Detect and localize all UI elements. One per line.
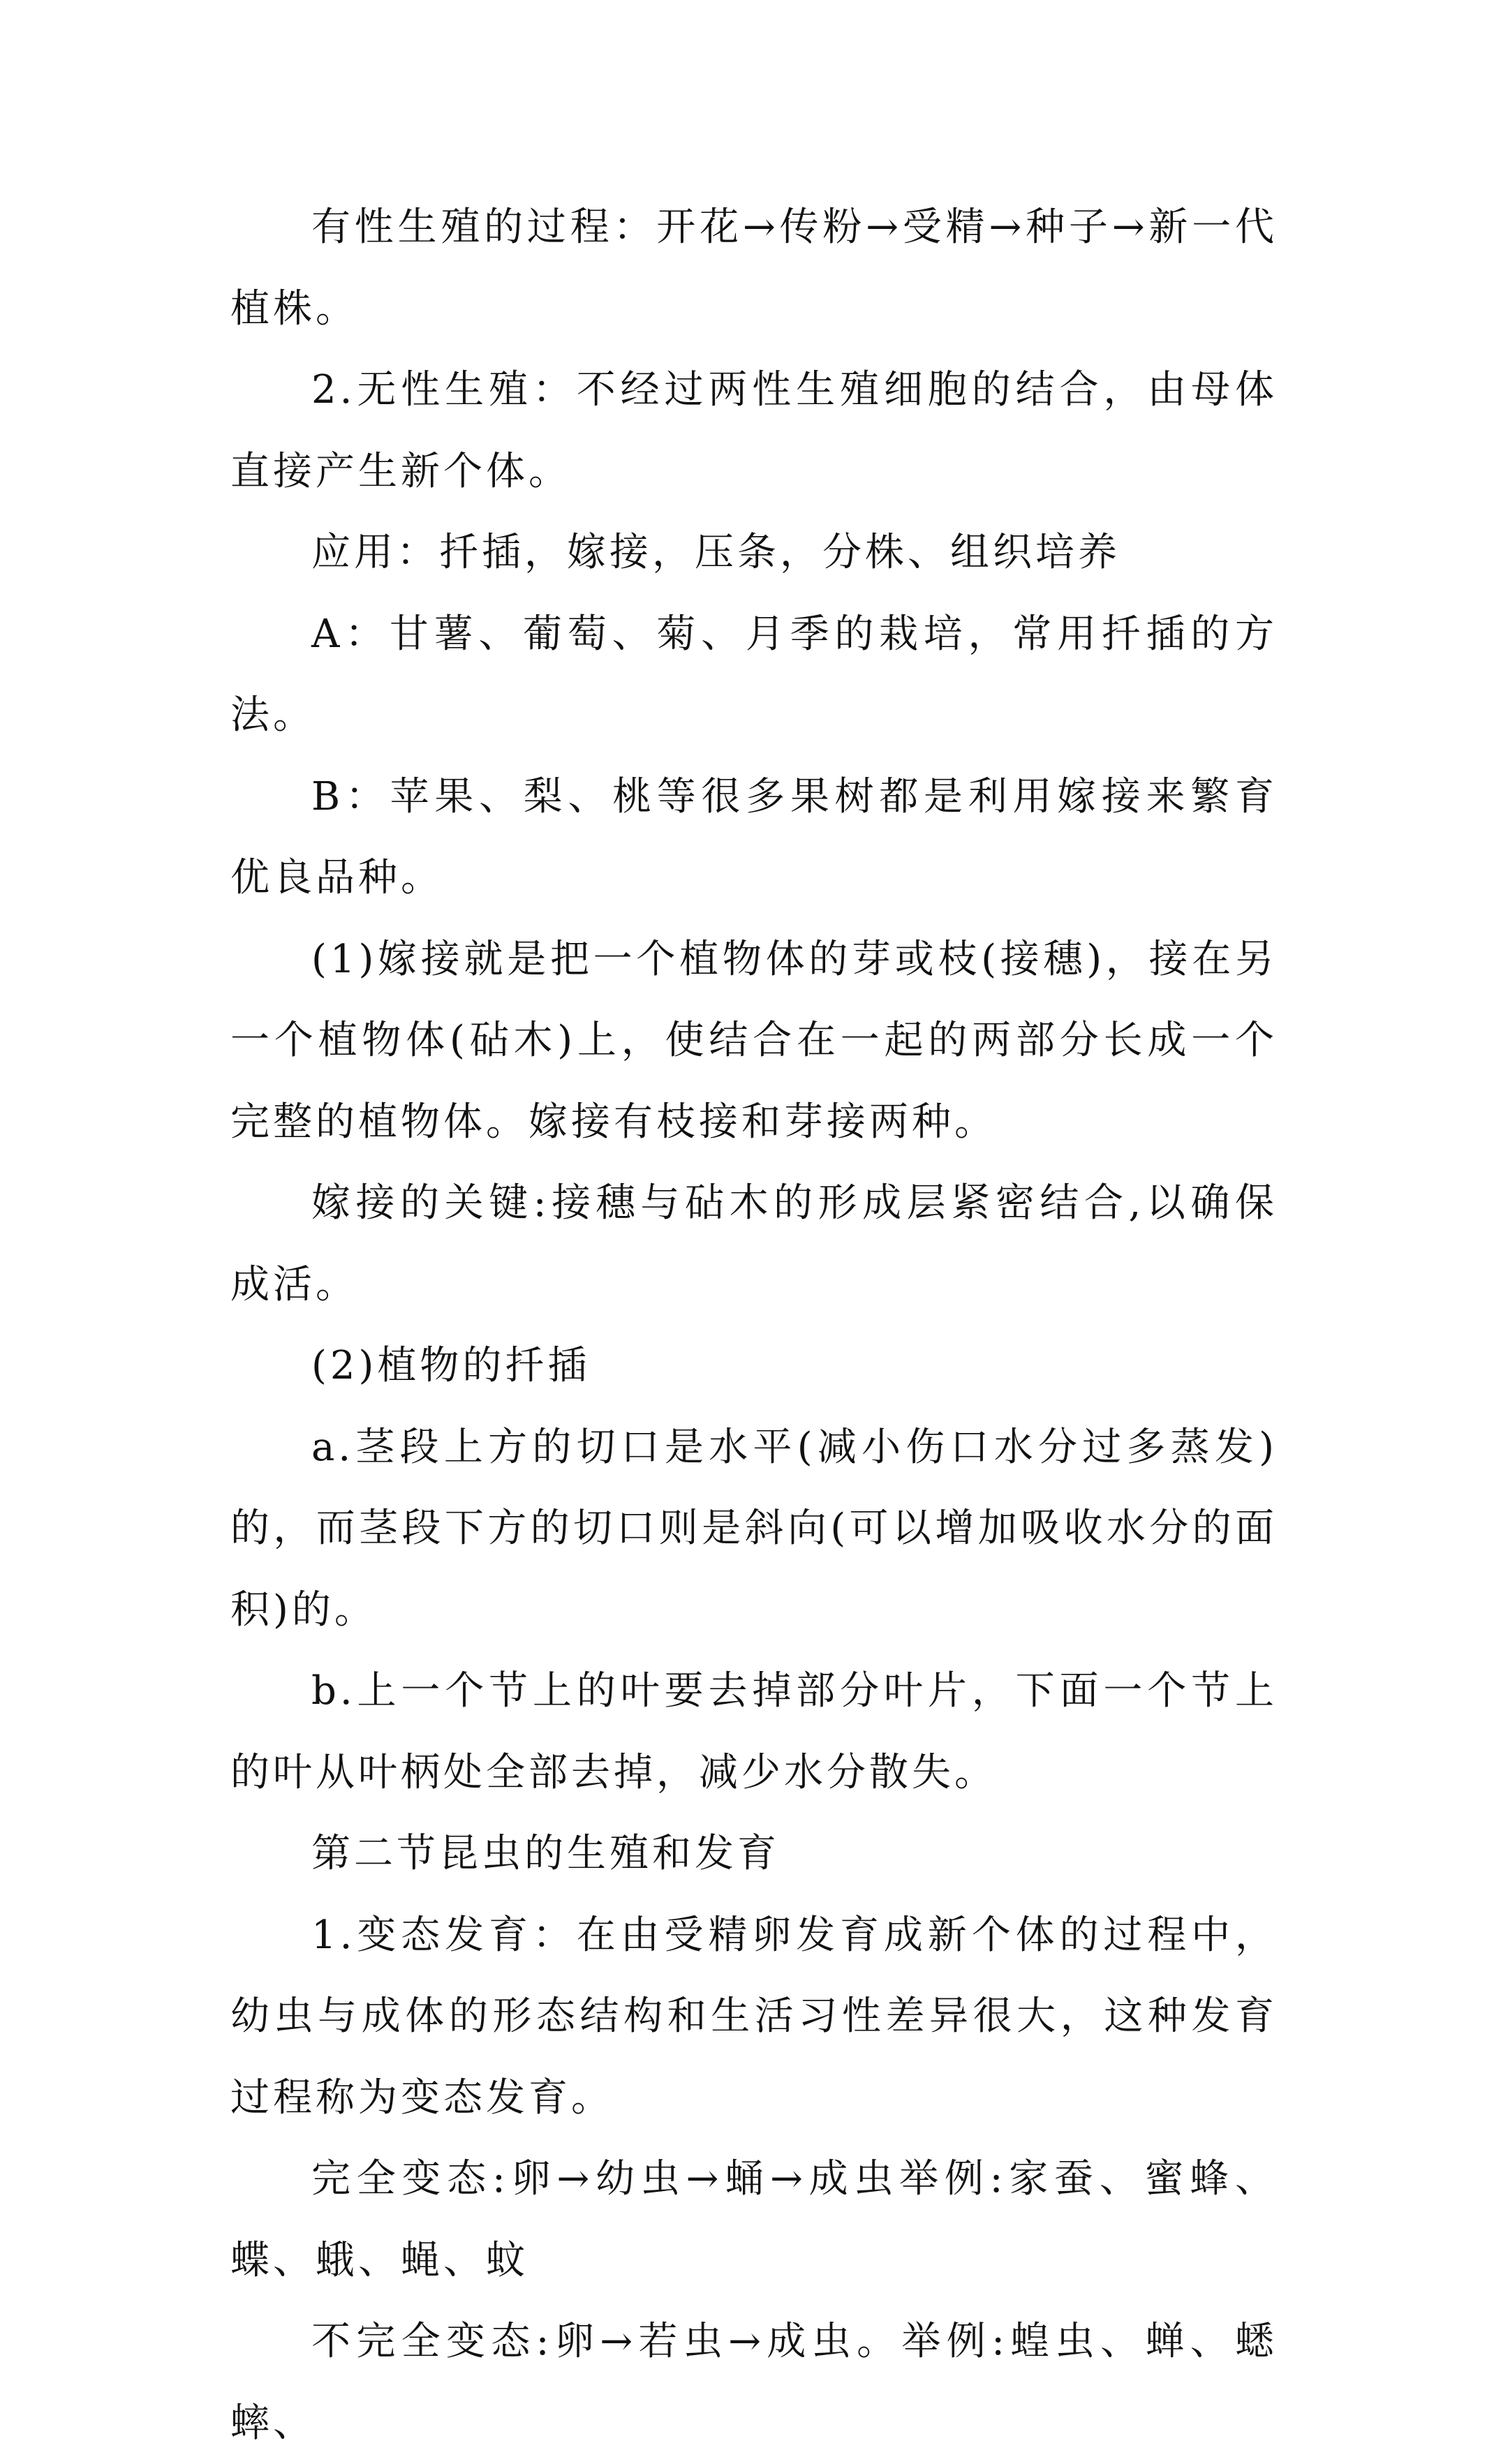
paragraph-asexual-reproduction: 2.无性生殖：不经过两性生殖细胞的结合，由母体直接产生新个体。	[230, 367, 1278, 494]
paragraph-metamorphosis: 1.变态发育：在由受精卵发育成新个体的过程中，幼虫与成体的形态结构和生活习性差异很大，这种发育过程称为变态发育。	[230, 1912, 1278, 2121]
paragraph-cutting-a: a.茎段上方的切口是水平(减小伤口水分过多蒸发)的，而茎段下方的切口则是斜向(可以增加吸收水分的面积)的。	[230, 1424, 1278, 1633]
paragraph-grafting-definition: (1)嫁接就是把一个植物体的芽或枝(接穗)，接在另一个植物体(砧木)上，使结合在一起的两部分长成一个完整的植物体。嫁接有枝接和芽接两种。	[230, 936, 1278, 1145]
paragraph-applications: 应用：扦插，嫁接，压条，分株、组织培养	[311, 530, 1121, 575]
paragraph-item-b: B：苹果、梨、桃等很多果树都是利用嫁接来繁育优良品种。	[230, 773, 1278, 900]
paragraph-item-a: A：甘薯、葡萄、菊、月季的栽培，常用扦插的方法。	[230, 611, 1278, 738]
paragraph-complete-metamorphosis: 完全变态:卵→幼虫→蛹→成虫举例:家蚕、蜜蜂、蝶、蛾、蝇、蚊	[230, 2156, 1278, 2283]
paragraph-sexual-reproduction-process: 有性生殖的过程：开花→传粉→受精→种子→新一代植株。	[230, 205, 1278, 332]
paragraph-grafting-key: 嫁接的关键:接穗与砧木的形成层紧密结合,以确保成活。	[230, 1180, 1278, 1307]
paragraph-cutting-heading: (2)植物的扦插	[311, 1343, 591, 1388]
paragraph-cutting-b: b.上一个节上的叶要去掉部分叶片，下面一个节上的叶从叶柄处全部去掉，减少水分散失。	[230, 1668, 1278, 1795]
section-heading-insects: 第二节昆虫的生殖和发育	[311, 1831, 780, 1876]
paragraph-incomplete-metamorphosis: 不完全变态:卵→若虫→成虫。举例:蝗虫、蝉、蟋蟀、	[230, 2319, 1278, 2446]
